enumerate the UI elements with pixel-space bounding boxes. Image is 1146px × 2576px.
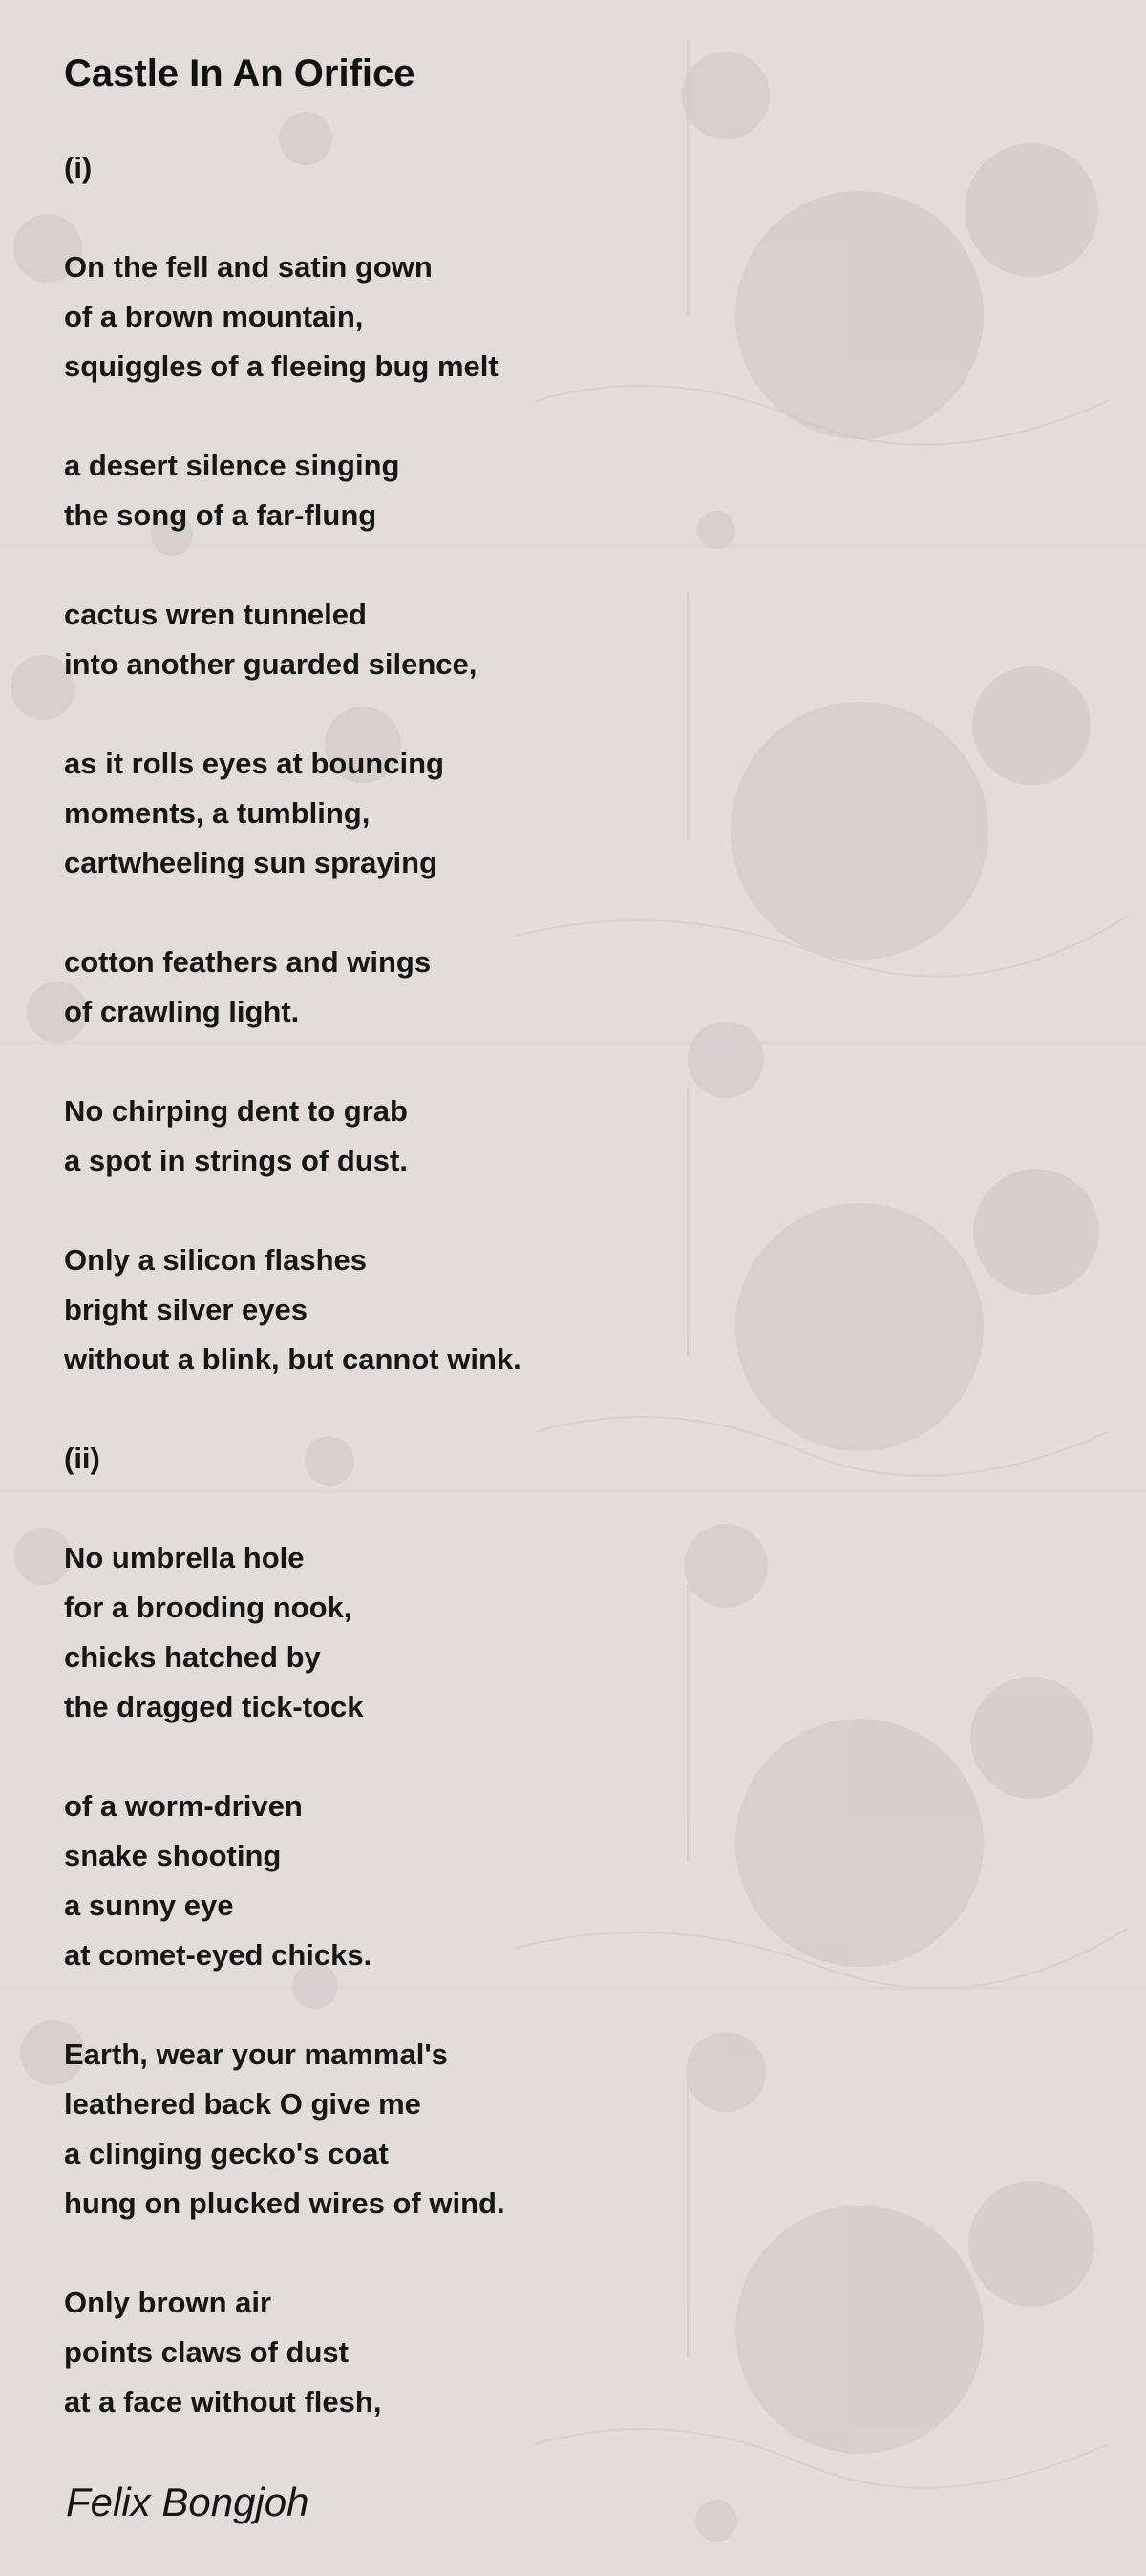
stanza-gap	[64, 2228, 1019, 2278]
poem-line: Only a silicon flashes	[64, 1243, 368, 1277]
poem-line: chicks hatched by	[64, 1640, 321, 1674]
poem-body	[64, 143, 1019, 2427]
stanza-gap	[64, 1732, 1019, 1782]
poem-line: hung on plucked wires of wind.	[64, 2186, 505, 2220]
poem-line: at a face without flesh,	[64, 2385, 382, 2418]
poem-line: cotton feathers and wings	[64, 945, 432, 979]
poem-line: points claws of dust	[64, 2335, 349, 2369]
poem-line: No umbrella hole	[64, 1541, 305, 1574]
poem-line: (ii)	[64, 1442, 100, 1475]
stanza-gap	[64, 1037, 1019, 1087]
poem-line: cartwheeling sun spraying	[64, 846, 438, 879]
poem-line: snake shooting	[64, 1839, 282, 1872]
poem-line: as it rolls eyes at bouncing	[64, 747, 444, 780]
poem-line: a sunny eye	[64, 1889, 234, 1922]
poem-line: leathered back O give me	[64, 2087, 421, 2121]
poem-line: cactus wren tunneled	[64, 598, 367, 631]
poem-line: the song of a far-flung	[64, 498, 377, 532]
poem-line: bright silver eyes	[64, 1293, 308, 1326]
poem-title: Castle In An Orifice	[64, 53, 415, 95]
stanza-gap	[64, 391, 1019, 441]
poem-line: of a worm-driven	[64, 1789, 303, 1823]
poem-line: moments, a tumbling,	[64, 796, 371, 830]
stanza-gap	[64, 888, 1019, 938]
poem-line: into another guarded silence,	[64, 647, 478, 681]
poem-line: the dragged tick-tock	[64, 1690, 364, 1723]
poem-line: a spot in strings of dust.	[64, 1144, 408, 1177]
poem-line: of a brown mountain,	[64, 300, 364, 333]
poem-line: without a blink, but cannot wink.	[64, 1342, 521, 1376]
poem-line: a clinging gecko's coat	[64, 2137, 389, 2170]
poem-line: a desert silence singing	[64, 449, 400, 482]
poem-line: (i)	[64, 151, 93, 184]
stanza-gap	[64, 1384, 1019, 1434]
stanza-gap	[64, 540, 1019, 590]
poem-line: Only brown air	[64, 2286, 272, 2319]
stanza-gap	[64, 193, 1019, 243]
poem-line: at comet-eyed chicks.	[64, 1938, 372, 1972]
poem-line: squiggles of a fleeing bug melt	[64, 349, 499, 383]
poem-author: Felix Bongjoh	[66, 2480, 309, 2524]
stanza-gap	[64, 1484, 1019, 1533]
stanza-gap	[64, 1980, 1019, 2030]
poem-line: On the fell and satin gown	[64, 250, 433, 284]
stanza-gap	[64, 689, 1019, 739]
poem-line: for a brooding nook,	[64, 1591, 352, 1624]
poem-line: No chirping dent to grab	[64, 1094, 408, 1128]
stanza-gap	[64, 1186, 1019, 1235]
poem-line: of crawling light.	[64, 995, 300, 1028]
poem-line: Earth, wear your mammal's	[64, 2038, 448, 2071]
